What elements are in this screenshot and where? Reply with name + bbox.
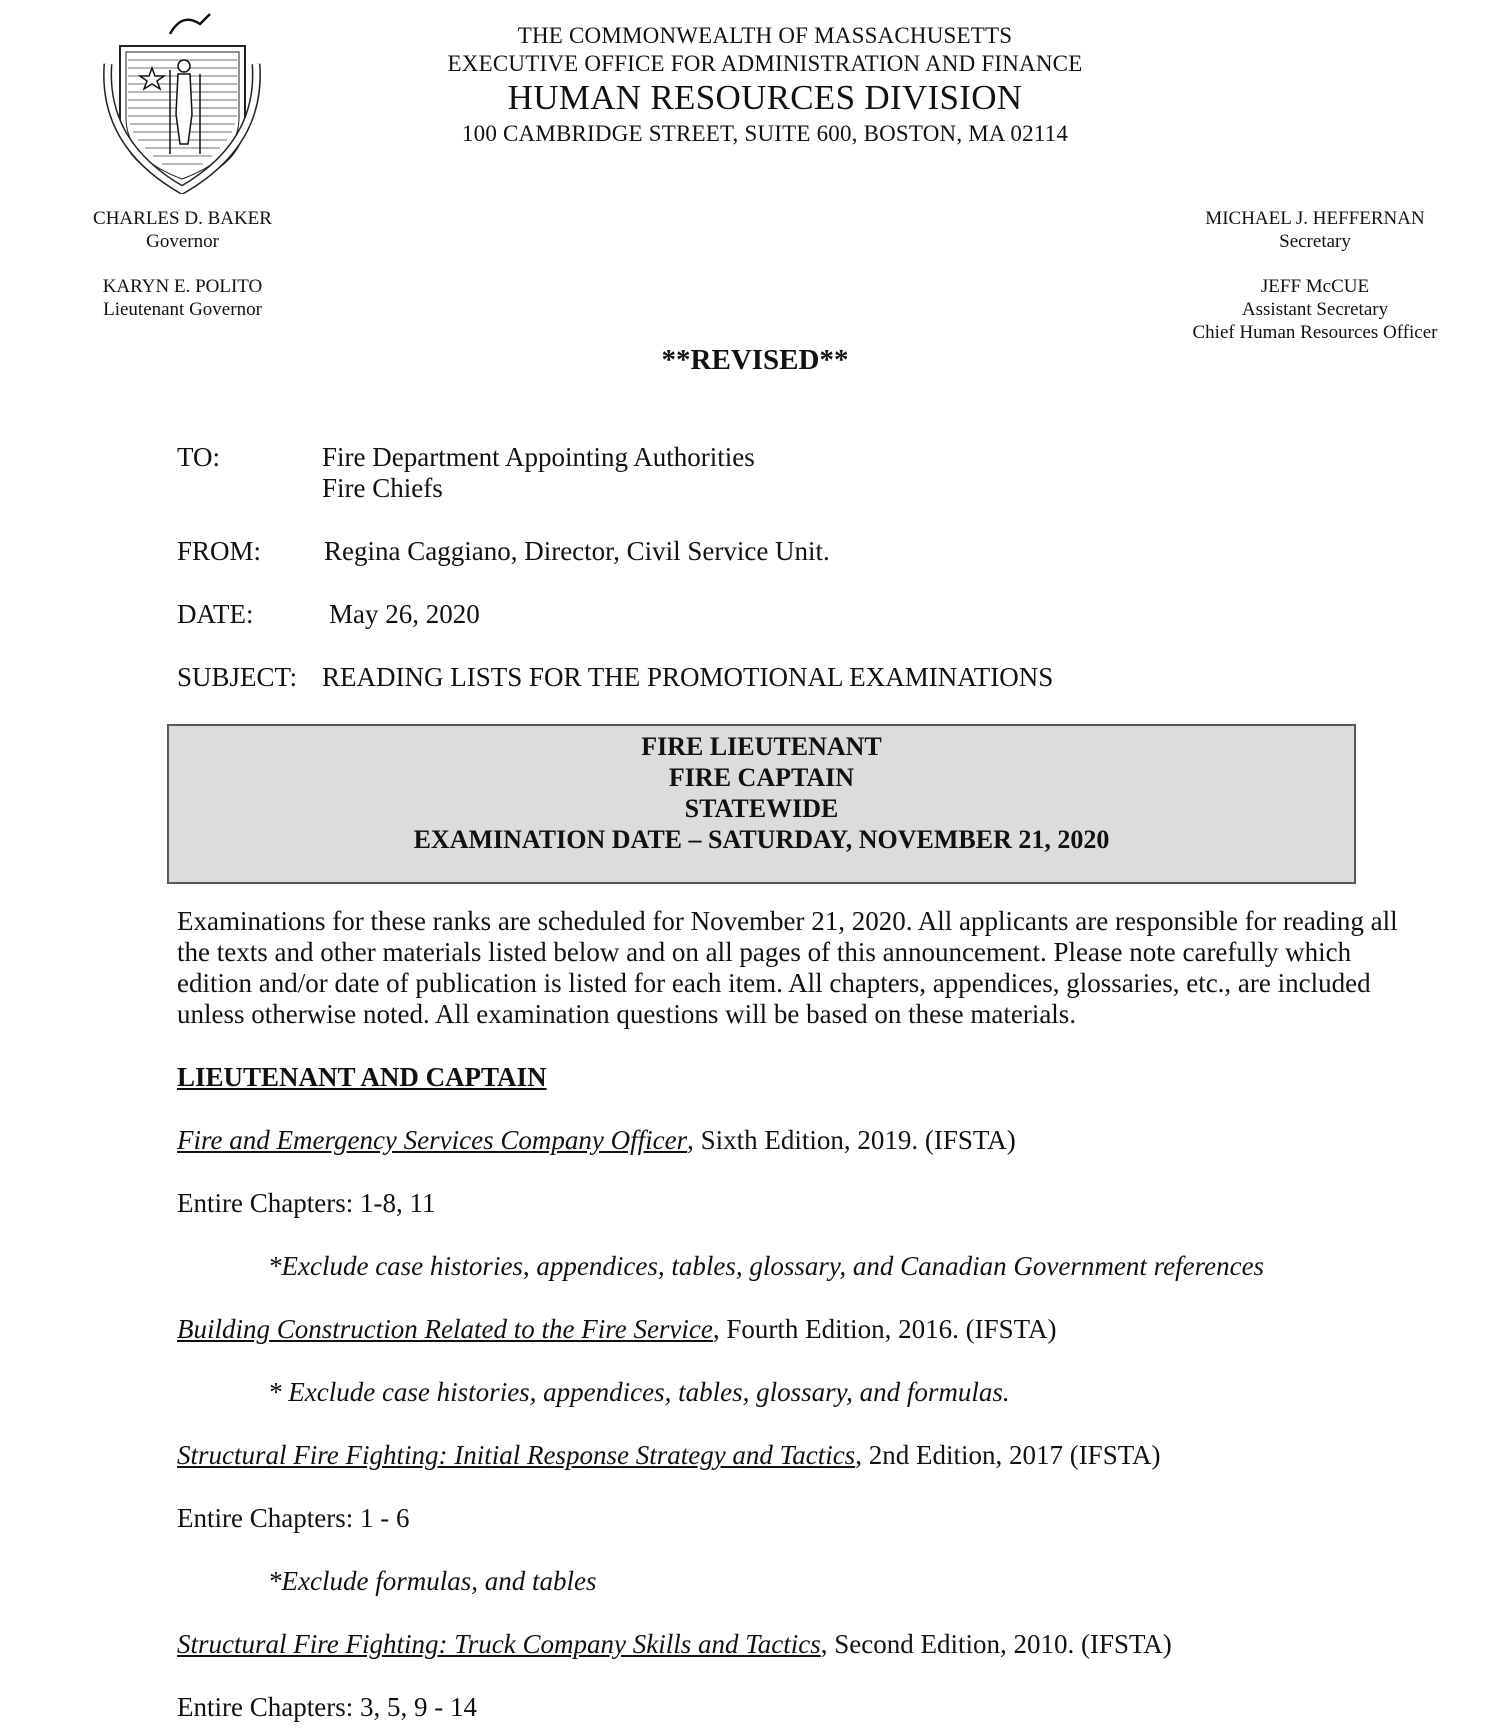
letterhead-division: HUMAN RESOURCES DIVISION: [507, 78, 1023, 117]
book-edition: , Sixth Edition, 2019. (IFSTA): [687, 1125, 1016, 1155]
memo-to-line1: Fire Department Appointing Authorities: [322, 442, 755, 472]
official-title: Secretary: [1279, 231, 1351, 252]
chapters-line: Entire Chapters: 3, 5, 9 - 14: [177, 1692, 477, 1722]
official-title: Lieutenant Governor: [103, 299, 262, 320]
reading-list-item: [177, 1125, 1016, 1156]
reading-list-item: [177, 1314, 1056, 1345]
exam-scope: STATEWIDE: [684, 794, 839, 823]
memo-date-value: May 26, 2020: [329, 599, 480, 629]
official-assistant-secretary: [1160, 275, 1470, 344]
official-title-2: Chief Human Resources Officer: [1192, 322, 1438, 343]
exam-rank-lieutenant: FIRE LIEUTENANT: [641, 732, 882, 761]
book-edition: , Fourth Edition, 2016. (IFSTA): [712, 1314, 1057, 1344]
official-name: JEFF McCUE: [1260, 276, 1370, 297]
section-heading: LIEUTENANT AND CAPTAIN: [177, 1062, 547, 1092]
exam-info-box: [167, 724, 1356, 884]
intro-paragraph: Examinations for these ranks are scheduled for November 21, 2020. All applicants are responsible for reading all the texts and other materials listed below and on all pages of this announcement. Please note carefully which edition and/or date of publication is listed for each item. All chapters, appendices, glossaries, etc., are included unless otherwise noted. All examination questions will be based on these materials.: [177, 906, 1398, 1029]
letterhead: [380, 22, 1150, 148]
memo-from-value: Regina Caggiano, Director, Civil Service Unit.: [324, 536, 830, 566]
memo-to-line2: Fire Chiefs: [322, 473, 443, 503]
official-secretary: [1160, 207, 1470, 253]
book-edition: , Second Edition, 2010. (IFSTA): [820, 1629, 1172, 1659]
memo-from-label: FROM:: [177, 536, 262, 566]
official-name: MICHAEL J. HEFFERNAN: [1205, 208, 1425, 229]
official-name: KARYN E. POLITO: [102, 276, 263, 297]
book-title: Structural Fire Fighting: Truck Company Skills and Tactics: [177, 1629, 821, 1659]
exam-date: EXAMINATION DATE – SATURDAY, NOVEMBER 21, 2020: [413, 825, 1110, 854]
chapters-line: Entire Chapters: 1-8, 11: [177, 1188, 436, 1218]
official-title: Governor: [146, 231, 219, 252]
exclusion-note: *Exclude formulas, and tables: [268, 1566, 597, 1596]
memo-to-label: TO:: [177, 442, 221, 472]
exclusion-note: *Exclude case histories, appendices, tables, glossary, and Canadian Government references: [268, 1251, 1265, 1281]
exam-rank-captain: FIRE CAPTAIN: [668, 763, 855, 792]
official-name: CHARLES D. BAKER: [93, 208, 272, 229]
official-title: Assistant Secretary: [1241, 299, 1389, 320]
memo-date-label: DATE:: [177, 599, 254, 629]
official-lieutenant-governor: [60, 275, 305, 321]
reading-list-item: [177, 1629, 1172, 1660]
revised-banner: **REVISED**: [661, 344, 849, 376]
reading-list-item: [177, 1440, 1161, 1471]
book-title: Building Construction Related to the Fire Service: [177, 1314, 713, 1344]
letterhead-executive-office: EXECUTIVE OFFICE FOR ADMINISTRATION AND FINANCE: [447, 51, 1083, 76]
book-title: Structural Fire Fighting: Initial Response Strategy and Tactics: [177, 1440, 856, 1470]
massachusetts-seal-icon: [100, 4, 265, 194]
chapters-line: Entire Chapters: 1 - 6: [177, 1503, 410, 1533]
letterhead-address: 100 CAMBRIDGE STREET, SUITE 600, BOSTON, MA 02114: [461, 121, 1069, 146]
letterhead-commonwealth: THE COMMONWEALTH OF MASSACHUSETTS: [517, 23, 1013, 48]
exclusion-note: * Exclude case histories, appendices, tables, glossary, and formulas.: [268, 1377, 1010, 1407]
book-edition: , 2nd Edition, 2017 (IFSTA): [855, 1440, 1161, 1470]
book-title: Fire and Emergency Services Company Officer: [177, 1125, 688, 1155]
memo-subject-value: READING LISTS FOR THE PROMOTIONAL EXAMINATIONS: [322, 662, 1054, 692]
official-governor: [60, 207, 305, 253]
memo-subject-label: SUBJECT:: [177, 662, 298, 692]
